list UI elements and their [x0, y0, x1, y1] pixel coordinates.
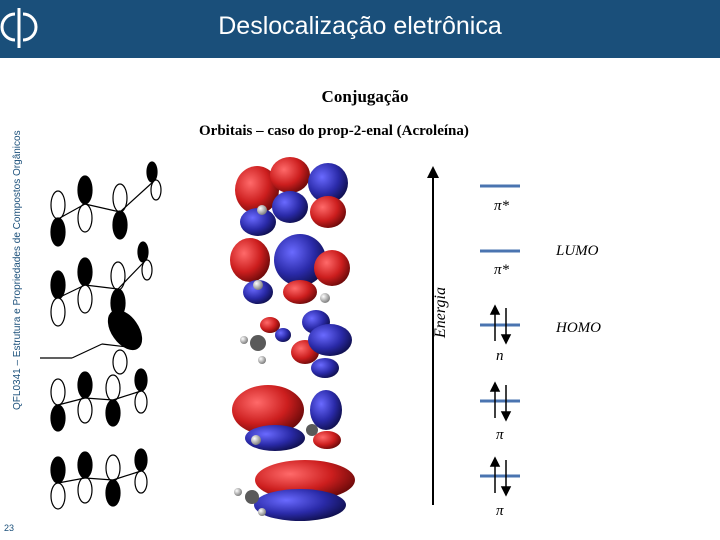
level-label-n: n [496, 348, 504, 364]
lumo-label: LUMO [556, 243, 599, 259]
section-subtitle: Conjugação [321, 87, 409, 106]
slide-title: Deslocalização eletrônica [218, 12, 502, 40]
level-label-pi-1: π [496, 427, 504, 443]
figure-caption: Orbitais – caso do prop-2-enal (Acroleína) [199, 123, 469, 139]
page-number: 23 [4, 523, 15, 533]
homo-label: HOMO [556, 320, 601, 336]
level-label-pi-2: π [496, 503, 504, 519]
level-label-pi-star-2: π* [494, 262, 510, 278]
energy-axis-label: Energia [432, 287, 449, 338]
course-label: QFL0341 – Estrutura e Propriedades de Compostos Orgânicos [12, 130, 23, 410]
level-label-pi-star-1: π* [494, 198, 510, 214]
